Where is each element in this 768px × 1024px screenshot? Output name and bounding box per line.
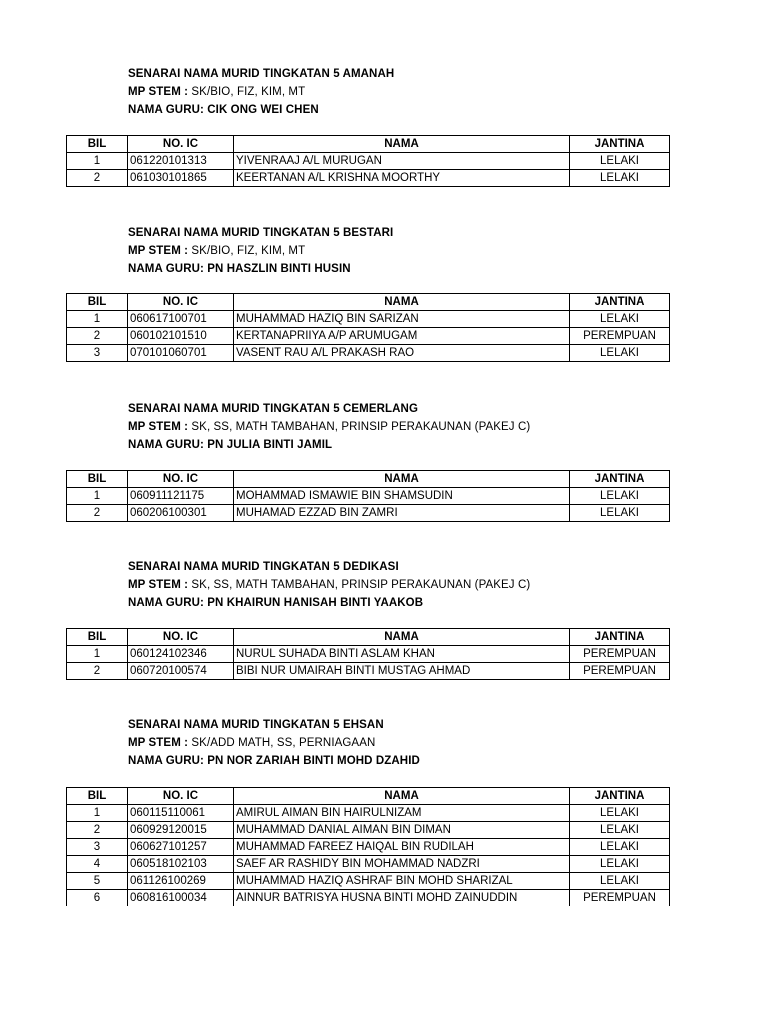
header-nama: NAMA (234, 629, 570, 646)
cell-bil: 6 (67, 890, 128, 907)
table-row (67, 873, 670, 890)
teacher-label: NAMA GURU: (128, 439, 204, 451)
student-table (66, 135, 670, 187)
cell-bil: 2 (67, 505, 128, 522)
cell-nama: AMIRUL AIMAN BIN HAIRULNIZAM (234, 805, 570, 822)
cell-bil: 2 (67, 822, 128, 839)
mp-stem-label: MP STEM : (128, 245, 189, 257)
table-row (67, 170, 670, 187)
cell-jantina: LELAKI (570, 345, 670, 362)
table-header-row (67, 136, 670, 153)
mp-stem-line (128, 244, 305, 258)
teacher-name: CIK ONG WEI CHEN (207, 104, 319, 116)
student-table (66, 470, 670, 522)
header-jantina: JANTINA (570, 629, 670, 646)
header-nama: NAMA (234, 471, 570, 488)
table-row (67, 328, 670, 345)
cell-jantina: LELAKI (570, 856, 670, 873)
teacher-name: PN KHAIRUN HANISAH BINTI YAAKOB (207, 597, 424, 609)
cell-nama: VASENT RAU A/L PRAKASH RAO (234, 345, 570, 362)
table-row (67, 822, 670, 839)
teacher-label: NAMA GURU: (128, 755, 204, 767)
table-header-row (67, 629, 670, 646)
mp-stem-line (128, 85, 305, 99)
table-header-row (67, 471, 670, 488)
cell-ic: 070101060701 (128, 345, 234, 362)
cell-ic: 060617100701 (128, 311, 234, 328)
class-title: SENARAI NAMA MURID TINGKATAN 5 EHSAN (128, 719, 384, 731)
cell-jantina: PEREMPUAN (570, 646, 670, 663)
cell-nama: MUHAMMAD HAZIQ ASHRAF BIN MOHD SHARIZAL (234, 873, 570, 890)
teacher-label: NAMA GURU: (128, 104, 204, 116)
cell-jantina: LELAKI (570, 170, 670, 187)
mp-stem-value: SK, SS, MATH TAMBAHAN, PRINSIP PERAKAUNAN (PAKEJ C) (191, 579, 531, 591)
header-jantina: JANTINA (570, 136, 670, 153)
mp-stem-label: MP STEM : (128, 421, 189, 433)
table-row (67, 153, 670, 170)
class-title: SENARAI NAMA MURID TINGKATAN 5 CEMERLANG (128, 403, 419, 415)
cell-jantina: LELAKI (570, 839, 670, 856)
cell-ic: 061030101865 (128, 170, 234, 187)
cell-ic: 060206100301 (128, 505, 234, 522)
cell-nama: MUHAMMAD HAZIQ BIN SARIZAN (234, 311, 570, 328)
header-bil: BIL (67, 629, 128, 646)
mp-stem-line (128, 736, 375, 750)
class-title: SENARAI NAMA MURID TINGKATAN 5 BESTARI (128, 227, 394, 239)
cell-jantina: LELAKI (570, 822, 670, 839)
mp-stem-value: SK/BIO, FIZ, KIM, MT (191, 86, 306, 98)
cell-nama: MOHAMMAD ISMAWIE BIN SHAMSUDIN (234, 488, 570, 505)
teacher-line (128, 438, 332, 452)
header-bil: BIL (67, 788, 128, 805)
table-header-row (67, 788, 670, 805)
mp-stem-label: MP STEM : (128, 737, 189, 749)
class-title: SENARAI NAMA MURID TINGKATAN 5 AMANAH (128, 68, 395, 80)
teacher-label: NAMA GURU: (128, 263, 204, 275)
header-ic: NO. IC (128, 136, 234, 153)
table-row (67, 663, 670, 680)
header-bil: BIL (67, 294, 128, 311)
cell-jantina: PEREMPUAN (570, 663, 670, 680)
cell-ic: 060627101257 (128, 839, 234, 856)
cell-nama: MUHAMAD EZZAD BIN ZAMRI (234, 505, 570, 522)
cell-jantina: LELAKI (570, 505, 670, 522)
teacher-line (128, 262, 351, 276)
cell-nama: MUHAMMAD FAREEZ HAIQAL BIN RUDILAH (234, 839, 570, 856)
cell-jantina: LELAKI (570, 311, 670, 328)
cell-nama: SAEF AR RASHIDY BIN MOHAMMAD NADZRI (234, 856, 570, 873)
table-row (67, 345, 670, 362)
header-ic: NO. IC (128, 788, 234, 805)
cell-ic: 060115110061 (128, 805, 234, 822)
cell-bil: 5 (67, 873, 128, 890)
student-table (66, 293, 670, 362)
cell-bil: 2 (67, 663, 128, 680)
teacher-label: NAMA GURU: (128, 597, 204, 609)
cell-bil: 1 (67, 153, 128, 170)
table-header-row (67, 294, 670, 311)
header-ic: NO. IC (128, 294, 234, 311)
cell-ic: 060929120015 (128, 822, 234, 839)
cell-ic: 060518102103 (128, 856, 234, 873)
teacher-line (128, 754, 420, 768)
header-nama: NAMA (234, 136, 570, 153)
header-ic: NO. IC (128, 471, 234, 488)
mp-stem-label: MP STEM : (128, 579, 189, 591)
cell-ic: 060720100574 (128, 663, 234, 680)
teacher-name: PN JULIA BINTI JAMIL (207, 439, 333, 451)
cell-ic: 060816100034 (128, 890, 234, 907)
header-ic: NO. IC (128, 629, 234, 646)
table-row (67, 311, 670, 328)
cell-jantina: PEREMPUAN (570, 890, 670, 907)
header-nama: NAMA (234, 788, 570, 805)
header-bil: BIL (67, 136, 128, 153)
cell-bil: 1 (67, 805, 128, 822)
cell-jantina: LELAKI (570, 153, 670, 170)
cell-bil: 2 (67, 328, 128, 345)
cell-bil: 3 (67, 839, 128, 856)
cell-ic: 060124102346 (128, 646, 234, 663)
cell-nama: KERTANAPRIIYA A/P ARUMUGAM (234, 328, 570, 345)
header-bil: BIL (67, 471, 128, 488)
mp-stem-value: SK/BIO, FIZ, KIM, MT (191, 245, 306, 257)
header-jantina: JANTINA (570, 294, 670, 311)
teacher-line (128, 103, 319, 117)
class-title: SENARAI NAMA MURID TINGKATAN 5 DEDIKASI (128, 561, 399, 573)
header-jantina: JANTINA (570, 788, 670, 805)
cell-nama: MUHAMMAD DANIAL AIMAN BIN DIMAN (234, 822, 570, 839)
mp-stem-line (128, 578, 530, 592)
mp-stem-value: SK, SS, MATH TAMBAHAN, PRINSIP PERAKAUNAN (PAKEJ C) (191, 421, 531, 433)
cell-bil: 1 (67, 488, 128, 505)
table-row (67, 856, 670, 873)
header-nama: NAMA (234, 294, 570, 311)
student-table (66, 628, 670, 680)
cell-ic: 061220101313 (128, 153, 234, 170)
cell-bil: 1 (67, 311, 128, 328)
cell-nama: YIVENRAAJ A/L MURUGAN (234, 153, 570, 170)
cell-jantina: LELAKI (570, 873, 670, 890)
mp-stem-label: MP STEM : (128, 86, 189, 98)
teacher-name: PN HASZLIN BINTI HUSIN (207, 263, 351, 275)
table-row (67, 805, 670, 822)
cell-nama: AINNUR BATRISYA HUSNA BINTI MOHD ZAINUDDIN (234, 890, 570, 907)
cell-nama: KEERTANAN A/L KRISHNA MOORTHY (234, 170, 570, 187)
cell-bil: 2 (67, 170, 128, 187)
table-row (67, 488, 670, 505)
cell-nama: BIBI NUR UMAIRAH BINTI MUSTAG AHMAD (234, 663, 570, 680)
cell-bil: 4 (67, 856, 128, 873)
cell-ic: 060102101510 (128, 328, 234, 345)
cell-ic: 061126100269 (128, 873, 234, 890)
table-row (67, 646, 670, 663)
mp-stem-line (128, 420, 530, 434)
cell-ic: 060911121175 (128, 488, 234, 505)
cell-jantina: PEREMPUAN (570, 328, 670, 345)
table-row (67, 505, 670, 522)
cell-bil: 1 (67, 646, 128, 663)
table-row (67, 839, 670, 856)
cell-jantina: LELAKI (570, 488, 670, 505)
cell-bil: 3 (67, 345, 128, 362)
mp-stem-value: SK/ADD MATH, SS, PERNIAGAAN (191, 737, 376, 749)
cell-jantina: LELAKI (570, 805, 670, 822)
header-jantina: JANTINA (570, 471, 670, 488)
table-row (67, 890, 670, 907)
teacher-name: PN NOR ZARIAH BINTI MOHD DZAHID (207, 755, 420, 767)
student-table (66, 787, 670, 906)
cell-nama: NURUL SUHADA BINTI ASLAM KHAN (234, 646, 570, 663)
teacher-line (128, 596, 423, 610)
